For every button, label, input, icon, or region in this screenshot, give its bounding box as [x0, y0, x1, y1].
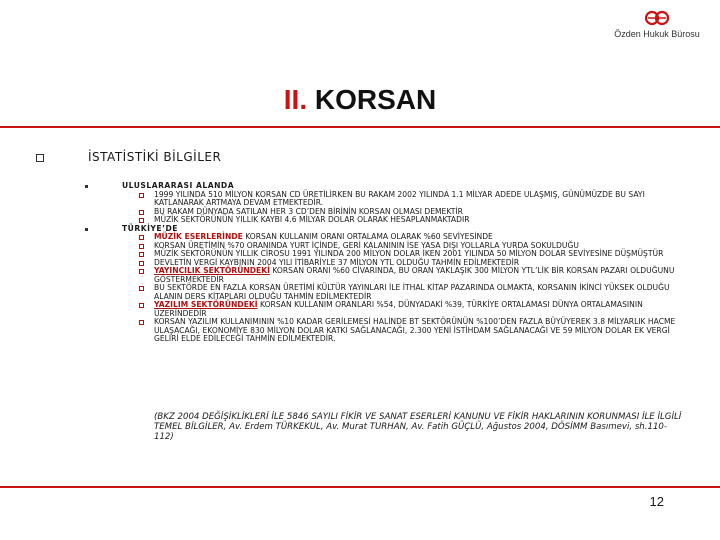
section-label: ULUSLARARASI ALANDA	[122, 181, 235, 190]
hollow-square-bullet-icon	[139, 193, 144, 198]
highlight-text: YAYINCILIK SEKTÖRÜNDEKİ	[154, 266, 270, 275]
hollow-square-bullet-icon	[139, 252, 144, 257]
hollow-square-bullet-icon	[139, 269, 144, 274]
list-item: YAYINCILIK SEKTÖRÜNDEKİ KORSAN ORANI %60 CİVARINDA, BU ORAN YAKLAŞIK 300 MİLYON YTL’LİK BİR KORSAN PAZARI OLDUĞUNU GÖSTERMEKTEDİR	[82, 267, 682, 284]
list-item: 1999 YILINDA 510 MİLYON KORSAN CD ÜRETİLİRKEN BU RAKAM 2002 YILINDA 1.1 MİLYAR ADEDE ULAŞMIŞ, GÜNÜMÜZDE BU SAYI KATLANARAK ARTMAYA DEVAM ETMEKTEDİR.	[82, 191, 682, 208]
square-bullet-icon	[85, 228, 88, 231]
firm-name: Özden Hukuk Bürosu	[614, 29, 700, 39]
title-number: II.	[283, 84, 308, 115]
list-item: DEVLETİN VERGİ KAYBININ 2004 YILI İTİBARİYLE 37 MİLYON YTL OLDUĞU TAHMİN EDİLMEKTEDİR	[82, 259, 682, 268]
page-title	[0, 84, 720, 116]
list-item: MÜZİK ESERLERİNDE KORSAN KULLANIM ORANI ORTALAMA OLARAK %60 SEVİYESİNDE	[82, 233, 682, 242]
heading-text: İSTATİSTİKİ BİLGİLER	[88, 150, 222, 164]
firm-logo	[602, 10, 712, 39]
section-heading	[36, 150, 221, 164]
title-divider	[0, 126, 720, 128]
section-label: TÜRKİYE’DE	[122, 223, 178, 233]
list-item: MÜZİK SEKTÖRÜNÜN YILLIK KAYBI 4.6 MİLYAR DOLAR OLARAK HESAPLANMAKTADIR	[82, 216, 682, 225]
hollow-square-bullet-icon	[139, 218, 144, 223]
hollow-square-bullet-icon	[139, 210, 144, 215]
hollow-square-bullet-icon	[139, 320, 144, 325]
square-bullet-icon	[85, 185, 88, 188]
highlight-text: MÜZİK ESERLERİNDE	[154, 232, 243, 241]
statistics-list	[82, 182, 682, 344]
list-item: MÜZİK SEKTÖRÜNÜN YILLIK CİROSU 1991 YILINDA 200 MİLYON DOLAR İKEN 2001 YILINDA 50 MİLYON DOLAR SEVİYESİNE DÜŞMÜŞTÜR	[82, 250, 682, 259]
list-item: KORSAN ÜRETİMİN %70 ORANINDA YURT İÇİNDE, GERİ KALANININ İSE YASA DIŞI YOLLARLA YURDA SOKULDUĞU	[82, 242, 682, 251]
hollow-square-bullet-icon	[139, 244, 144, 249]
hollow-square-bullet-icon	[36, 154, 44, 162]
firm-logo-icon	[643, 10, 671, 26]
highlight-text: YAZILIM SEKTÖRÜNDEKİ	[154, 300, 258, 309]
hollow-square-bullet-icon	[139, 235, 144, 240]
list-item: BU RAKAM DÜNYADA SATILAN HER 3 CD’DEN BİRİNİN KORSAN OLMASI DEMEKTİR	[82, 208, 682, 217]
list-item: KORSAN YAZILIM KULLANIMININ %10 KADAR GERİLEMESİ HALİNDE BT SEKTÖRÜNÜN %100’DEN FAZLA BÜYÜYEREK 3.8 MİLYARLIK HACME ULAŞACAĞI, EKONOMİYE 830 MİLYON DOLAR KATKI SAĞLANACAĞI, 2.300 YENİ İSTİHDAM SAĞLANACAĞI VE 59 MİLYON DOLAR EK VERGİ GELİRİ ELDE EDİLECEĞİ TAHMİN EDİLMEKTEDİR.	[82, 318, 682, 344]
hollow-square-bullet-icon	[139, 303, 144, 308]
list-item: BU SEKTÖRDE EN FAZLA KORSAN ÜRETİMİ KÜLTÜR YAYINLARI İLE İTHAL KİTAP PAZARINDA OLMAKTA, KORSANIN İKİNCİ YÜKSEK OLDUĞU ALANIN DERS KİTAPLARI OLDUĞU TAHMİN EDİLMEKTEDİR	[82, 284, 682, 301]
title-text: KORSAN	[314, 84, 437, 115]
page-number: 12	[649, 494, 664, 509]
list-item: YAZILIM SEKTÖRÜNDEKİ KORSAN KULLANIM ORANLARI %54, DÜNYADAKİ %39, TÜRKİYE ORTALAMASI DÜNYA ORTALAMASININ ÜZERİNDEDİR	[82, 301, 682, 318]
footer-divider	[0, 486, 720, 488]
reference-note: (BKZ 2004 DEĞİŞİKLİKLERİ İLE 5846 SAYILI FİKİR VE SANAT ESERLERİ KANUNU VE FİKİR HAKLARININ KORUNMASI İLE İLGİLİ TEMEL BİLGİLER, Av. Erdem TÜRKEKUL, Av. Murat TURHAN, Av. Fatih GÜÇLÜ, Ağustos 2004, DÖSİMM Basımevi, sh.110-112)	[154, 412, 682, 442]
hollow-square-bullet-icon	[139, 261, 144, 266]
hollow-square-bullet-icon	[139, 286, 144, 291]
